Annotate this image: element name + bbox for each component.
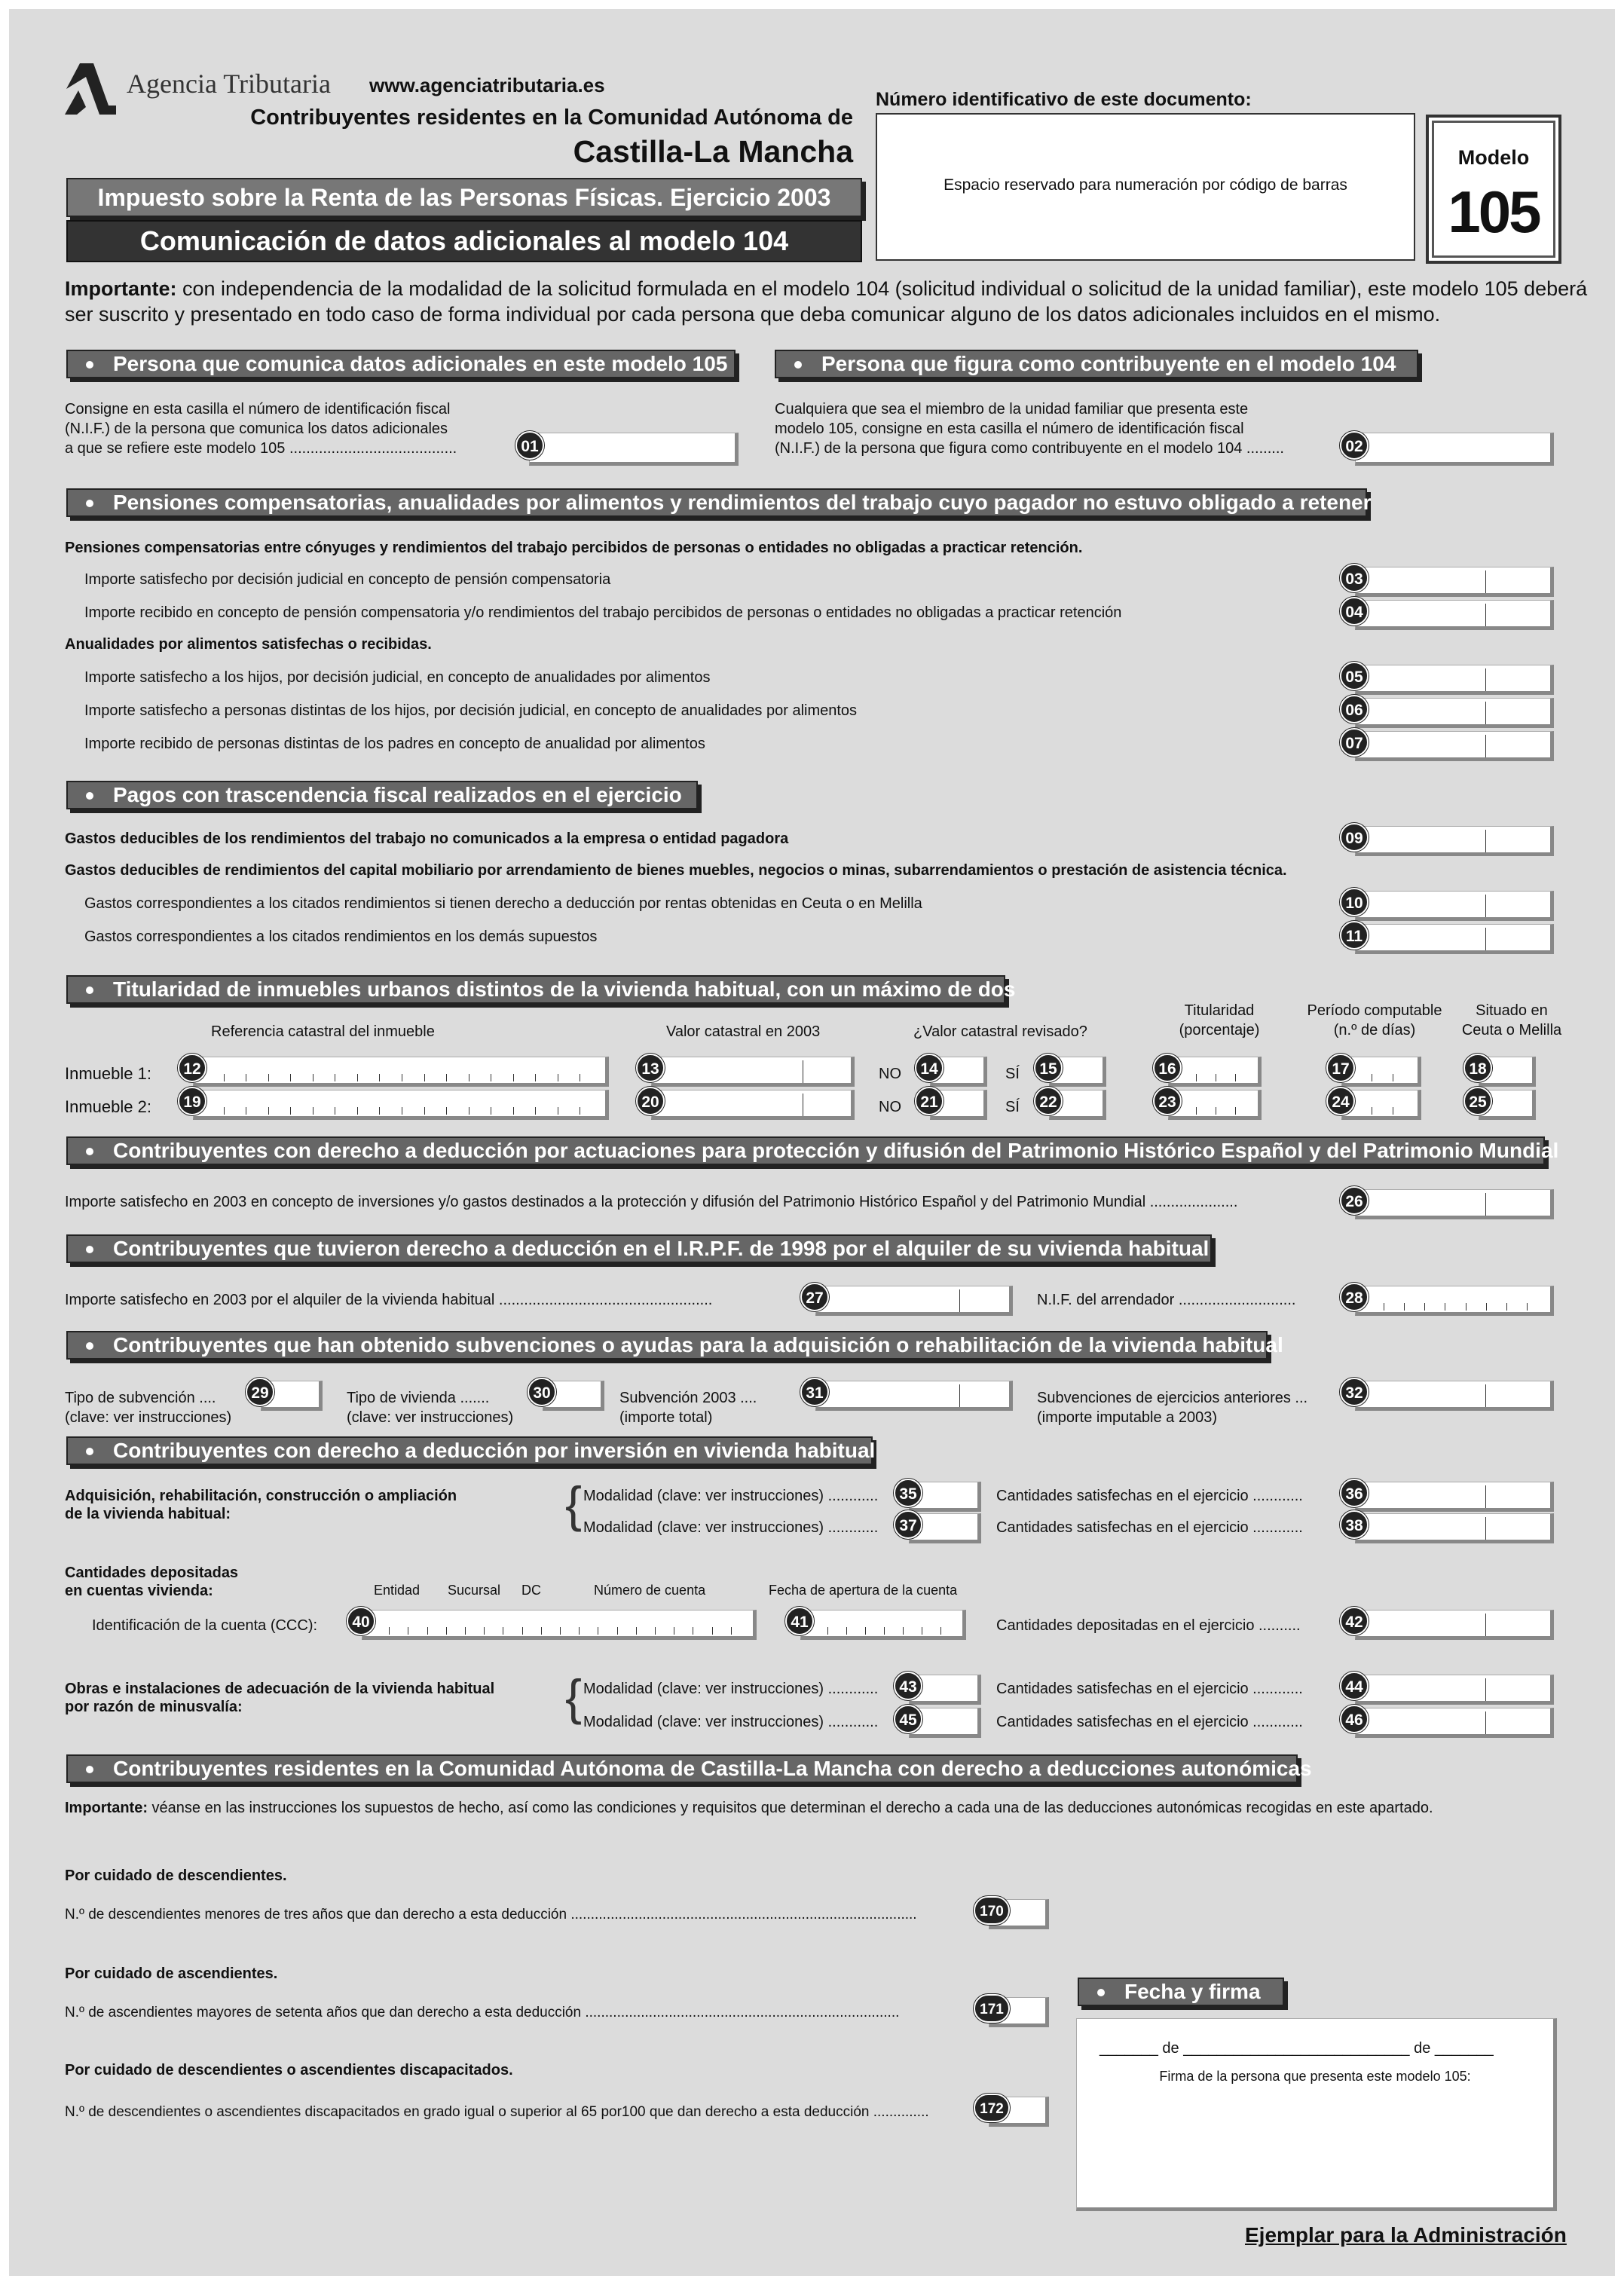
char-tick	[579, 1627, 580, 1635]
label-42: Cantidades depositadas en el ejercicio ..........	[996, 1617, 1301, 1634]
char-tick	[379, 1107, 380, 1115]
box-number-24: 24	[1326, 1087, 1355, 1115]
label-32b: (importe imputable a 2003)	[1037, 1409, 1218, 1426]
box-number-14: 14	[915, 1054, 944, 1082]
nif-field-01[interactable]	[529, 433, 739, 466]
decimal-separator	[1485, 604, 1486, 626]
label-10: Gastos correspondientes a los citados rendimientos si tienen derecho a deducción por rentas obtenidas en Ceuta o en Melilla	[84, 895, 922, 912]
label-31a: Subvención 2003 ....	[619, 1390, 757, 1406]
char-tick	[712, 1627, 713, 1635]
box-number-03: 03	[1340, 564, 1369, 592]
decimal-separator	[1485, 1711, 1486, 1734]
nif-field-02[interactable]	[1355, 433, 1554, 466]
no-label-1: NO	[879, 1066, 901, 1082]
char-tick	[465, 1627, 466, 1635]
brace-adq: {	[565, 1476, 583, 1532]
label-29b: (clave: ver instrucciones)	[65, 1409, 232, 1426]
label-30b: (clave: ver instrucciones)	[347, 1409, 514, 1426]
agency-logo-icon	[63, 60, 118, 118]
char-tick	[446, 1107, 447, 1115]
barcode-box	[876, 113, 1415, 261]
s1-b-line2: modelo 105, consigne en esta casilla el número de identificación fiscal	[775, 421, 1244, 437]
col-fecha-apertura: Fecha de apertura de la cuenta	[769, 1583, 958, 1598]
label-31b: (importe total)	[619, 1409, 713, 1426]
section-subvenciones: Contribuyentes que han obtenido subvenciones o ayudas para la adquisición o rehabilitación de la vivienda habitual	[66, 1331, 1268, 1360]
decimal-separator	[959, 1384, 960, 1407]
box-number-02: 02	[1340, 431, 1369, 460]
dep-label-2: en cuentas vivienda:	[65, 1583, 213, 1599]
char-tick	[513, 1074, 514, 1081]
char-tick	[522, 1627, 523, 1635]
field-31[interactable]	[815, 1381, 1013, 1411]
box-number-09: 09	[1340, 823, 1369, 852]
label-38: Cantidades satisfechas en el ejercicio ............	[996, 1519, 1303, 1536]
label-171: N.º de ascendientes mayores de setenta años que dan derecho a esta deducción ...............................................................................	[65, 2005, 900, 2020]
field-32[interactable]	[1355, 1381, 1554, 1411]
section-pagos: Pagos con trascendencia fiscal realizados en el ejercicio	[66, 781, 698, 809]
form-page	[9, 9, 1615, 2276]
box-number-40: 40	[347, 1607, 375, 1635]
label-26: Importe satisfecho en 2003 en concepto de inversiones y/o gastos destinados a la protección y difusión del Patrimonio Histórico Español y del Patrimonio Mundial .....................	[65, 1194, 1238, 1210]
char-tick	[357, 1107, 358, 1115]
col-numero-cuenta: Número de cuenta	[594, 1583, 706, 1598]
label-27: Importe satisfecho en 2003 por el alquiler de la vivienda habitual ...................................................	[65, 1292, 713, 1308]
box-number-16: 16	[1153, 1054, 1182, 1082]
s1-a-line2: (N.I.F.) de la persona que comunica los datos adicionales	[65, 421, 448, 437]
char-tick	[268, 1074, 269, 1081]
decimal-separator	[1485, 1485, 1486, 1508]
char-tick	[1424, 1303, 1425, 1311]
brace-obras: {	[565, 1669, 583, 1725]
box-number-26: 26	[1340, 1186, 1369, 1215]
field-41[interactable]	[800, 1610, 966, 1640]
field-20[interactable]	[651, 1090, 855, 1120]
char-tick	[1235, 1107, 1236, 1115]
section-persona-contribuyente: Persona que figura como contribuyente en el modelo 104	[775, 350, 1418, 378]
char-tick	[940, 1627, 941, 1635]
s1-b-line1: Cualquiera que sea el miembro de la unidad familiar que presenta este	[775, 401, 1249, 418]
char-tick	[290, 1107, 291, 1115]
char-tick	[357, 1074, 358, 1081]
field-26[interactable]	[1355, 1189, 1554, 1219]
char-tick	[446, 1074, 447, 1081]
box-number-44: 44	[1340, 1672, 1369, 1700]
tax-title-banner: Impuesto sobre la Renta de las Personas Físicas. Ejercicio 2003	[66, 178, 862, 217]
box-number-21: 21	[915, 1087, 944, 1115]
char-tick	[1235, 1074, 1236, 1081]
section-inversion-vivienda: Contribuyentes con derecho a deducción por inversión en vivienda habitual	[66, 1436, 873, 1465]
char-tick	[379, 1074, 380, 1081]
box-number-23: 23	[1153, 1087, 1182, 1115]
char-tick	[884, 1627, 885, 1635]
label-29a: Tipo de subvención ....	[65, 1390, 216, 1406]
char-tick	[617, 1627, 618, 1635]
char-tick	[655, 1627, 656, 1635]
char-tick	[1196, 1107, 1197, 1115]
box-number-32: 32	[1340, 1378, 1369, 1406]
decimal-separator	[1485, 895, 1486, 917]
box-number-28: 28	[1340, 1283, 1369, 1311]
col-valor: Valor catastral en 2003	[666, 1023, 821, 1040]
label-37: Modalidad (clave: ver instrucciones) ............	[583, 1519, 879, 1536]
label-32a: Subvenciones de ejercicios anteriores ...	[1037, 1390, 1308, 1406]
box-number-18: 18	[1463, 1054, 1492, 1082]
doc-id-label: Número identificativo de este documento:	[876, 89, 1252, 110]
inmueble-2-label: Inmueble 2:	[65, 1097, 151, 1116]
field-03[interactable]	[1355, 567, 1554, 597]
s2-heading-2: Anualidades por alimentos satisfechas o recibidas.	[65, 636, 432, 653]
col-periodo-1: Período computable	[1307, 1002, 1442, 1019]
char-tick	[1506, 1303, 1507, 1311]
footer-copy-label: Ejemplar para la Administración	[1245, 2223, 1567, 2247]
field-05[interactable]	[1355, 665, 1554, 695]
residents-line: Contribuyentes residentes en la Comunidad Autónoma de	[250, 106, 853, 130]
field-46[interactable]	[1355, 1708, 1554, 1738]
region-name: Castilla-La Mancha	[573, 134, 853, 169]
char-tick	[560, 1627, 561, 1635]
section-pensiones: Pensiones compensatorias, anualidades por alimentos y rendimientos del trabajo cuyo pagador no estuvo obligado a retener	[66, 488, 1367, 517]
box-number-25: 25	[1463, 1087, 1492, 1115]
char-tick	[268, 1107, 269, 1115]
adq-label-2: de la vivienda habitual:	[65, 1506, 231, 1522]
col-situado-1: Situado en	[1476, 1002, 1548, 1019]
decimal-separator	[1485, 1193, 1486, 1216]
char-tick	[903, 1627, 904, 1635]
char-tick	[1404, 1303, 1405, 1311]
important-note-2: ser suscrito y presentado en todo caso de forma individual por cada persona que deba comunicar alguno de los datos adicionales incluidos en el mismo.	[65, 303, 1441, 326]
box-number-05: 05	[1340, 662, 1369, 690]
box-number-19: 19	[178, 1087, 206, 1115]
label-40: Identificación de la cuenta (CCC):	[92, 1617, 318, 1634]
label-05: Importe satisfecho a los hijos, por decisión judicial, en concepto de anualidades por alimentos	[84, 669, 711, 686]
no-label-2: NO	[879, 1099, 901, 1115]
char-tick	[389, 1627, 390, 1635]
box-number-41: 41	[785, 1607, 814, 1635]
field-19[interactable]	[193, 1090, 609, 1120]
si-label-2: SÍ	[1005, 1099, 1020, 1115]
label-11: Gastos correspondientes a los citados rendimientos en los demás supuestos	[84, 928, 598, 945]
field-42[interactable]	[1355, 1610, 1554, 1640]
col-revisado: ¿Valor catastral revisado?	[913, 1023, 1087, 1040]
s2-heading-1: Pensiones compensatorias entre cónyuges y rendimientos del trabajo percibidos de personas o entidades no obligadas a practicar retención.	[65, 540, 1083, 556]
box-number-42: 42	[1340, 1607, 1369, 1635]
char-tick	[535, 1107, 536, 1115]
box-number-170: 170	[974, 1896, 1010, 1925]
field-07[interactable]	[1355, 731, 1554, 761]
label-30a: Tipo de vivienda .......	[347, 1390, 490, 1406]
box-number-30: 30	[528, 1378, 556, 1406]
agency-url[interactable]: www.agenciatributaria.es	[369, 74, 605, 96]
box-number-45: 45	[894, 1705, 922, 1733]
char-tick	[424, 1074, 425, 1081]
section-persona-comunica: Persona que comunica datos adicionales en este modelo 105	[66, 350, 736, 378]
modelo-number: 105	[1448, 179, 1540, 245]
field-09[interactable]	[1355, 826, 1554, 856]
box-number-11: 11	[1340, 921, 1369, 950]
field-10[interactable]	[1355, 891, 1554, 921]
box-number-13: 13	[636, 1054, 665, 1082]
col-dc: DC	[521, 1583, 541, 1598]
box-number-36: 36	[1340, 1479, 1369, 1507]
label-43: Modalidad (clave: ver instrucciones) ............	[583, 1681, 879, 1697]
box-number-27: 27	[800, 1283, 829, 1311]
col-sucursal: Sucursal	[448, 1583, 501, 1598]
field-38[interactable]	[1355, 1513, 1554, 1543]
dep-label-1: Cantidades depositadas	[65, 1565, 239, 1581]
obras-label-1: Obras e instalaciones de adecuación de la vivienda habitual	[65, 1681, 495, 1697]
col-entidad: Entidad	[374, 1583, 421, 1598]
char-tick	[865, 1627, 866, 1635]
signature-box[interactable]	[1076, 2018, 1557, 2211]
box-number-20: 20	[636, 1087, 665, 1115]
field-04[interactable]	[1355, 600, 1554, 630]
signature-caption: Firma de la persona que presenta este modelo 105:	[1159, 2069, 1471, 2084]
s1-a-line3: a que se refiere este modelo 105 ........................................	[65, 440, 457, 457]
box-number-171: 171	[974, 1994, 1010, 2023]
box-number-04: 04	[1340, 597, 1369, 626]
box-number-22: 22	[1034, 1087, 1063, 1115]
col-referencia: Referencia catastral del inmueble	[211, 1023, 435, 1040]
label-04: Importe recibido en concepto de pensión compensatoria y/o rendimientos del trabajo percibidos de personas o entidades no obligadas a practicar retención	[84, 604, 1122, 621]
char-tick	[446, 1627, 447, 1635]
heading-172: Por cuidado de descendientes o ascendientes discapacitados.	[65, 2062, 513, 2079]
decimal-separator	[1485, 702, 1486, 724]
char-tick	[827, 1627, 828, 1635]
label-35: Modalidad (clave: ver instrucciones) ............	[583, 1488, 879, 1504]
field-16[interactable]	[1168, 1057, 1262, 1087]
col-titularidad-2: (porcentaje)	[1179, 1022, 1260, 1038]
heading-170: Por cuidado de descendientes.	[65, 1867, 287, 1884]
char-tick	[636, 1627, 637, 1635]
char-tick	[1527, 1303, 1528, 1311]
field-12[interactable]	[193, 1057, 609, 1087]
char-tick	[846, 1627, 847, 1635]
col-periodo-2: (n.º de días)	[1333, 1022, 1416, 1038]
box-number-29: 29	[246, 1378, 274, 1406]
label-28: N.I.F. del arrendador ............................	[1037, 1292, 1296, 1308]
label-06: Importe satisfecho a personas distintas de los hijos, por decisión judicial, en concepto de anualidades por alimentos	[84, 702, 858, 719]
decimal-separator	[1485, 1678, 1486, 1701]
label-46: Cantidades satisfechas en el ejercicio ............	[996, 1714, 1303, 1730]
decimal-separator	[1485, 1517, 1486, 1540]
field-11[interactable]	[1355, 924, 1554, 954]
s9-important-note: Importante: véanse en las instrucciones los supuestos de hecho, así como las condiciones y requisitos que determinan el derecho a cada una de las deducciones autonómicas recogidas en este apartado.	[65, 1800, 1433, 1816]
box-number-06: 06	[1340, 695, 1369, 723]
decimal-separator	[1485, 668, 1486, 691]
label-44: Cantidades satisfechas en el ejercicio ............	[996, 1681, 1303, 1697]
char-tick	[427, 1627, 428, 1635]
col-situado-2: Ceuta o Melilla	[1461, 1022, 1562, 1038]
label-170: N.º de descendientes menores de tres años que dan derecho a esta deducción .......................................................................................	[65, 1907, 917, 1923]
box-number-37: 37	[894, 1510, 922, 1539]
si-label-1: SÍ	[1005, 1066, 1020, 1082]
section-alquiler: Contribuyentes que tuvieron derecho a deducción en el I.R.P.F. de 1998 por el alquiler de su vivienda habitual	[66, 1234, 1212, 1263]
field-06[interactable]	[1355, 698, 1554, 728]
decimal-separator	[1485, 735, 1486, 757]
decimal-separator	[1485, 928, 1486, 950]
box-number-12: 12	[178, 1054, 206, 1082]
char-tick	[731, 1627, 732, 1635]
signature-date-line: _______ de ___________________________ de _______	[1099, 2040, 1494, 2057]
form-title-banner: Comunicación de datos adicionales al modelo 104	[66, 220, 862, 262]
char-tick	[1486, 1303, 1487, 1311]
char-tick	[424, 1107, 425, 1115]
char-tick	[290, 1074, 291, 1081]
decimal-separator	[1485, 570, 1486, 593]
box-number-07: 07	[1340, 728, 1369, 757]
section-inmuebles: Titularidad de inmuebles urbanos distintos de la vivienda habitual, con un máximo de dos	[66, 975, 1005, 1004]
decimal-separator	[959, 1289, 960, 1312]
char-tick	[541, 1627, 542, 1635]
label-07: Importe recibido de personas distintas de los padres en concepto de anualidad por alimentos	[84, 736, 705, 752]
label-172: N.º de descendientes o ascendientes discapacitados en grado igual o superior al 65 por100 que dan derecho a esta deducción ..............	[65, 2104, 929, 2120]
box-number-172: 172	[974, 2094, 1010, 2122]
field-28[interactable]	[1355, 1286, 1554, 1316]
inmueble-1-label: Inmueble 1:	[65, 1064, 151, 1083]
box-number-10: 10	[1340, 888, 1369, 916]
section-fecha-firma: Fecha y firma	[1078, 1978, 1284, 2006]
field-13[interactable]	[651, 1057, 855, 1087]
field-27[interactable]	[815, 1286, 1013, 1316]
obras-label-2: por razón de minusvalía:	[65, 1699, 243, 1715]
label-36: Cantidades satisfechas en el ejercicio ............	[996, 1488, 1303, 1504]
box-number-31: 31	[800, 1378, 829, 1406]
box-number-46: 46	[1340, 1705, 1369, 1733]
s1-b-line3: (N.I.F.) de la persona que figura como contribuyente en el modelo 104 .........	[775, 440, 1284, 457]
label-03: Importe satisfecho por decisión judicial en concepto de pensión compensatoria	[84, 571, 611, 588]
label-45: Modalidad (clave: ver instrucciones) ............	[583, 1714, 879, 1730]
box-number-38: 38	[1340, 1510, 1369, 1539]
char-tick	[513, 1107, 514, 1115]
heading-171: Por cuidado de ascendientes.	[65, 1965, 278, 1982]
modelo-box	[1426, 115, 1561, 264]
agency-name: Agencia Tributaria	[127, 69, 331, 99]
char-tick	[1196, 1074, 1197, 1081]
decimal-separator	[1485, 1384, 1486, 1407]
barcode-space-text: Espacio reservado para numeración por código de barras	[944, 176, 1347, 194]
s3-heading: Gastos deducibles de rendimientos del capital mobiliario por arrendamiento de bienes muebles, negocios o minas, subarrendamientos o prestación de asistencia técnica.	[65, 862, 1287, 879]
section-castilla-la-mancha: Contribuyentes residentes en la Comunidad Autónoma de Castilla-La Mancha con derecho a deducciones autonómicas	[66, 1754, 1298, 1783]
section-patrimonio: Contribuyentes con derecho a deducción por actuaciones para protección y difusión del Patrimonio Histórico Español y del Patrimonio Mundial	[66, 1136, 1545, 1165]
important-note-1: Importante: con independencia de la modalidad de la solicitud formulada en el modelo 104 (solicitud individual o solicitud de la unidad familiar), este modelo 105 deberá	[65, 277, 1588, 300]
field-23[interactable]	[1168, 1090, 1262, 1120]
field-44[interactable]	[1355, 1675, 1554, 1705]
box-number-01: 01	[515, 431, 544, 460]
col-titularidad-1: Titularidad	[1184, 1002, 1255, 1019]
s1-a-line1: Consigne en esta casilla el número de identificación fiscal	[65, 401, 451, 418]
char-tick	[224, 1074, 225, 1081]
box-number-35: 35	[894, 1479, 922, 1507]
field-36[interactable]	[1355, 1482, 1554, 1512]
field-40[interactable]	[362, 1610, 757, 1640]
label-09: Gastos deducibles de los rendimientos del trabajo no comunicados a la empresa o entidad pagadora	[65, 830, 789, 847]
char-tick	[535, 1074, 536, 1081]
box-number-15: 15	[1034, 1054, 1063, 1082]
box-number-17: 17	[1326, 1054, 1355, 1082]
decimal-separator	[1485, 830, 1486, 852]
adq-label-1: Adquisición, rehabilitación, construcción o ampliación	[65, 1488, 457, 1504]
box-number-43: 43	[894, 1672, 922, 1700]
modelo-label: Modelo	[1457, 146, 1530, 169]
char-tick	[484, 1627, 485, 1635]
char-tick	[224, 1107, 225, 1115]
decimal-separator	[1485, 1614, 1486, 1636]
